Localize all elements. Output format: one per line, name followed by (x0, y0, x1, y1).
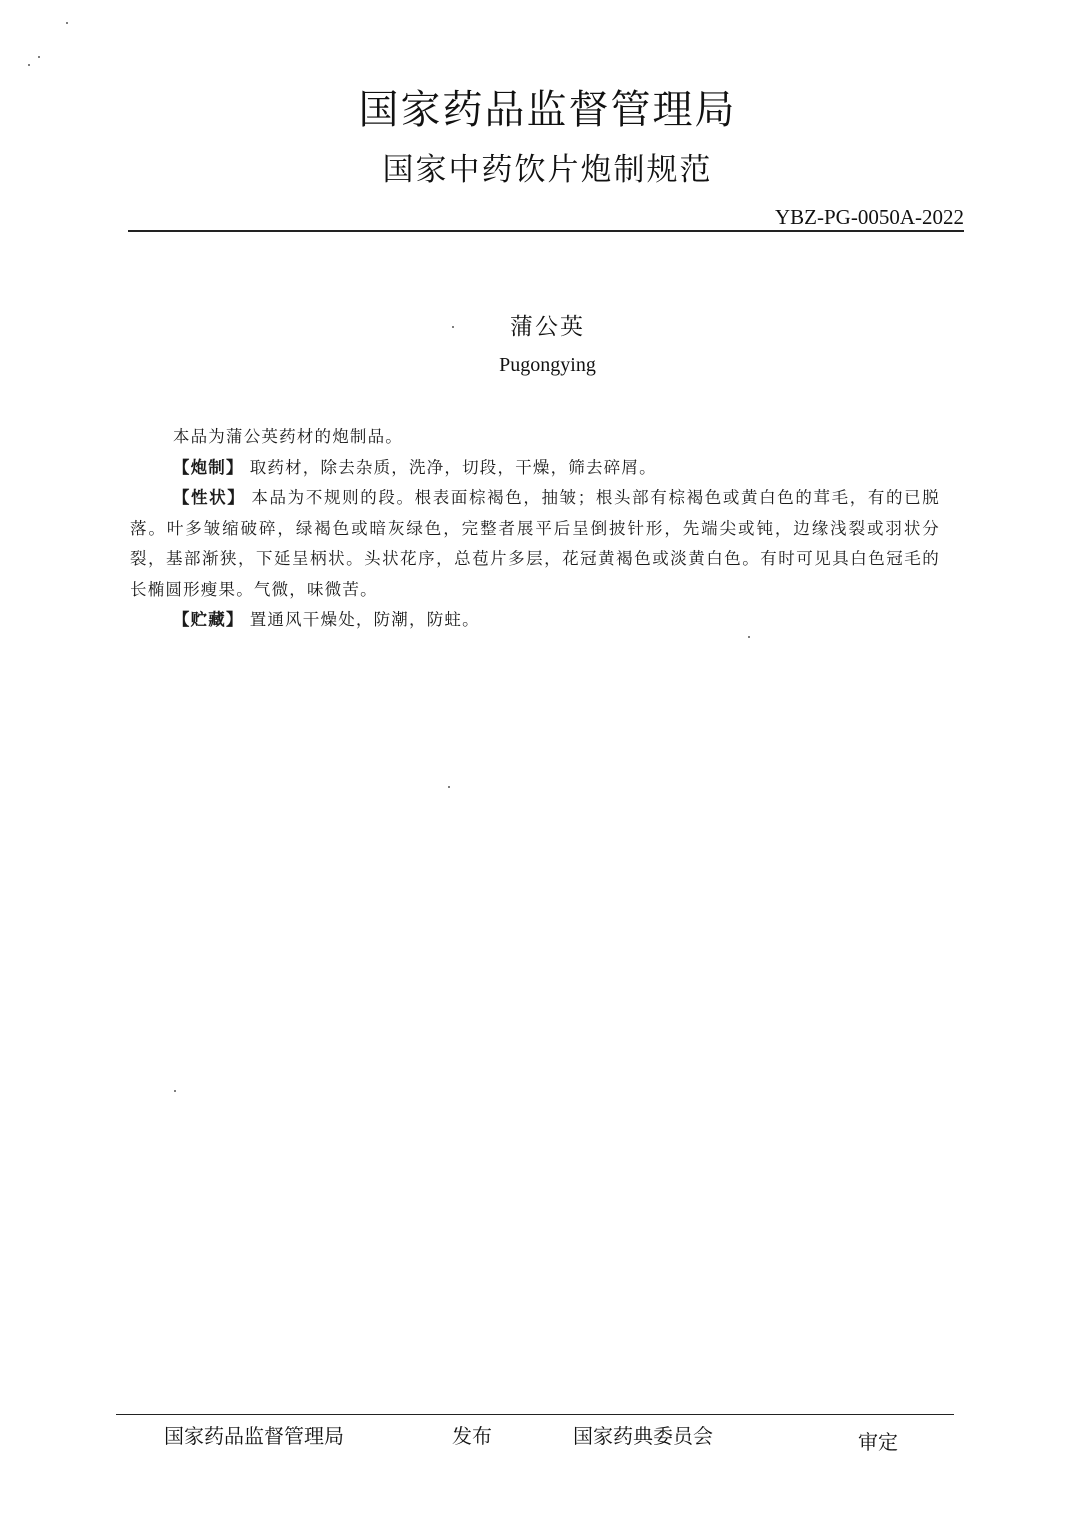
footer-review-label: 审定 (858, 1430, 898, 1454)
section-heading: 【性状】 (172, 488, 246, 507)
section-text: 本品为不规则的段。根表面棕褐色，抽皱；根头部有棕褐色或黄白色的茸毛，有的已脱落。叶多皱缩破碎，绿褐色或暗灰绿色，完整者展平后呈倒披针形，先端尖或钝，边缘浅裂或羽状分裂，基部渐狭，下延呈柄状。头状花序，总苞片多层，花冠黄褐色或淡黄白色。有时可见具白色冠毛的长椭圆形瘦果。气微，味微苦。 (130, 488, 940, 599)
monograph-body (130, 422, 940, 636)
section-heading: 【炮制】 (172, 457, 244, 477)
scan-speck (174, 1090, 176, 1092)
scan-speck (452, 326, 454, 328)
footer-issuer: 国家药品监督管理局 (164, 1424, 344, 1448)
scan-speck (28, 64, 30, 66)
section-text: 置通风干燥处，防潮，防蛀。 (249, 610, 480, 629)
section-text: 取药材，除去杂质，洗净，切段，干燥，筛去碎屑。 (249, 457, 657, 477)
header-rule (128, 230, 964, 232)
standard-title: 国家中药饮片炮制规范 (382, 152, 713, 188)
intro-paragraph: 本品为蒲公英药材的炮制品。 (172, 427, 403, 446)
scan-speck (38, 56, 40, 58)
scan-speck (66, 22, 68, 24)
footer-rule (116, 1414, 954, 1415)
footer-issue-label: 发布 (452, 1424, 492, 1448)
herb-name: 蒲公英 (510, 314, 585, 340)
storage-paragraph (130, 605, 940, 636)
document-code: YBZ-PG-0050A-2022 (775, 205, 964, 229)
scan-speck (748, 636, 750, 638)
herb-pinyin: Pugongying (499, 354, 596, 376)
agency-title: 国家药品监督管理局 (358, 87, 737, 133)
section-heading: 【贮藏】 (172, 610, 244, 629)
description-paragraph (130, 483, 940, 605)
footer-reviewer: 国家药典委员会 (573, 1424, 713, 1448)
processing-paragraph (130, 453, 940, 484)
scan-speck (448, 786, 450, 788)
